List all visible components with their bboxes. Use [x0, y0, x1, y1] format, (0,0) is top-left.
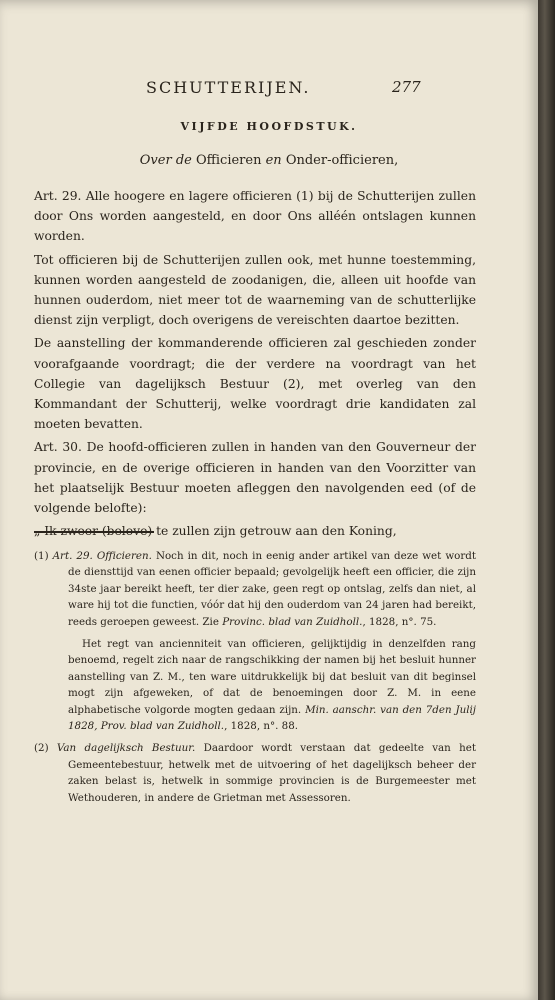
subtitle-word: de: [175, 153, 192, 168]
paragraph: [34, 186, 476, 247]
footnote-text: Daardoor wordt verstaan dat gedeelte van het Gemeentebestuur, hetwelk met de uitvoering of het dagelijksch beheer der zaken belast is, hetwelk in sommige provincien is de Burgemeester met Wethouderen, in andere de Grietman met Assessoren.: [68, 742, 476, 804]
footnote: [34, 548, 476, 630]
footnote: [34, 740, 476, 806]
footnote-text: Noch in dit, noch in eenig ander artikel van deze wet wordt de diensttijd van eenen officier bepaald; gevolgelijk heeft een officier, die zijn 34ste jaar bereikt heeft, ter dier zake, geen regt op ontslag, zelfs dan niet, al ware hij tot die functien, vóór dat hij den ouderdom van 24 jaren had bereikt, reeds geroepen geweest. Zie: [68, 550, 476, 628]
paragraph: [34, 437, 476, 518]
footnote-source-tail: , 1828, n°. 88.: [224, 720, 299, 733]
article-number: Art. 29.: [34, 189, 82, 203]
article-number: Art. 30.: [34, 440, 82, 455]
footnote-marker: (2): [34, 742, 49, 755]
subtitle-word: Onder-officieren,: [285, 153, 399, 168]
footnote-ref: Art. 29. Officieren.: [52, 550, 152, 562]
subtitle-word: en: [265, 153, 282, 168]
running-head: [0, 78, 538, 102]
footnote-source: Min. aanschr. van den 7den Julij 1828, Prov. blad van Zuidholl.: [68, 703, 477, 733]
paragraph-text: De hoofd-officieren zullen in handen van den Gouverneur der provincie, en de overige officieren in handen van den Voorzitter van het plaatselijk Bestuur moeten afleggen den navolgenden eed (of de volgende belofte):: [34, 440, 477, 516]
subtitle-word: Over: [139, 153, 172, 168]
footnote-rule: [34, 531, 154, 533]
paragraph-text: Ik zweer (belove) te zullen zijn getrouw aan den Koning,: [44, 524, 397, 539]
footnote-source: Provinc. blad van Zuidholl.: [222, 615, 363, 628]
footnote-source-tail: , 1828, n°. 75.: [362, 615, 437, 628]
quote-mark: „: [34, 524, 41, 539]
footnote-continuation: [34, 636, 476, 734]
running-head-title: SCHUTTERIJEN.: [146, 78, 311, 97]
section-subtitle: [0, 153, 538, 168]
paragraph-text: Alle hoogere en lagere officieren (1) bij de Schutterijen zullen door Ons worden aangesteld, en door Ons alléén ontslagen kunnen worden.: [34, 189, 476, 244]
footnote-text: Het regt van ancienniteit van officieren, gelijktijdig in denzelfden rang benoemd, regelt zich naar de rangschikking der namen bij het besluit hunner aanstelling van Z. M., ten ware uitdrukkelijk bij dat besluit van dit beginsel mogt zijn afgeweken, of dat de benoemingen door Z. M. in eene alphabetische volgorde mogten gedaan zijn.: [68, 638, 476, 716]
footnote-marker: (1): [34, 550, 49, 562]
book-edge: [538, 0, 555, 1000]
paragraph: [34, 333, 476, 434]
subtitle-word: Officieren: [195, 153, 262, 168]
paragraph: [34, 250, 476, 331]
body-text: [34, 186, 476, 544]
paragraph-text: De aanstelling der kommanderende officieren zal geschieden zonder voorafgaande voordragt; die der verdere na voordragt van het Collegie van dagelijksch Bestuur (2), met overleg van den Kommandant der Schutterij, welke voordragt drie kandidaten zal moeten bevatten.: [34, 336, 476, 432]
footnote-ref: Van dagelijksch Bestuur.: [56, 742, 196, 755]
page-number: 277: [392, 78, 421, 96]
chapter-heading: VIJFDE HOOFDSTUK.: [180, 120, 358, 133]
paragraph-text: Tot officieren bij de Schutterijen zullen ook, met hunne toestemming, kunnen worden aangesteld de zoodanigen, die, alleen uit hoofde van hunnen ouderdom, niet meer tot de waarneming van de schutterlijke dienst zijn verpligt, doch overigens de vereischten daartoe bezitten.: [34, 252, 476, 328]
footnotes: [34, 548, 476, 812]
